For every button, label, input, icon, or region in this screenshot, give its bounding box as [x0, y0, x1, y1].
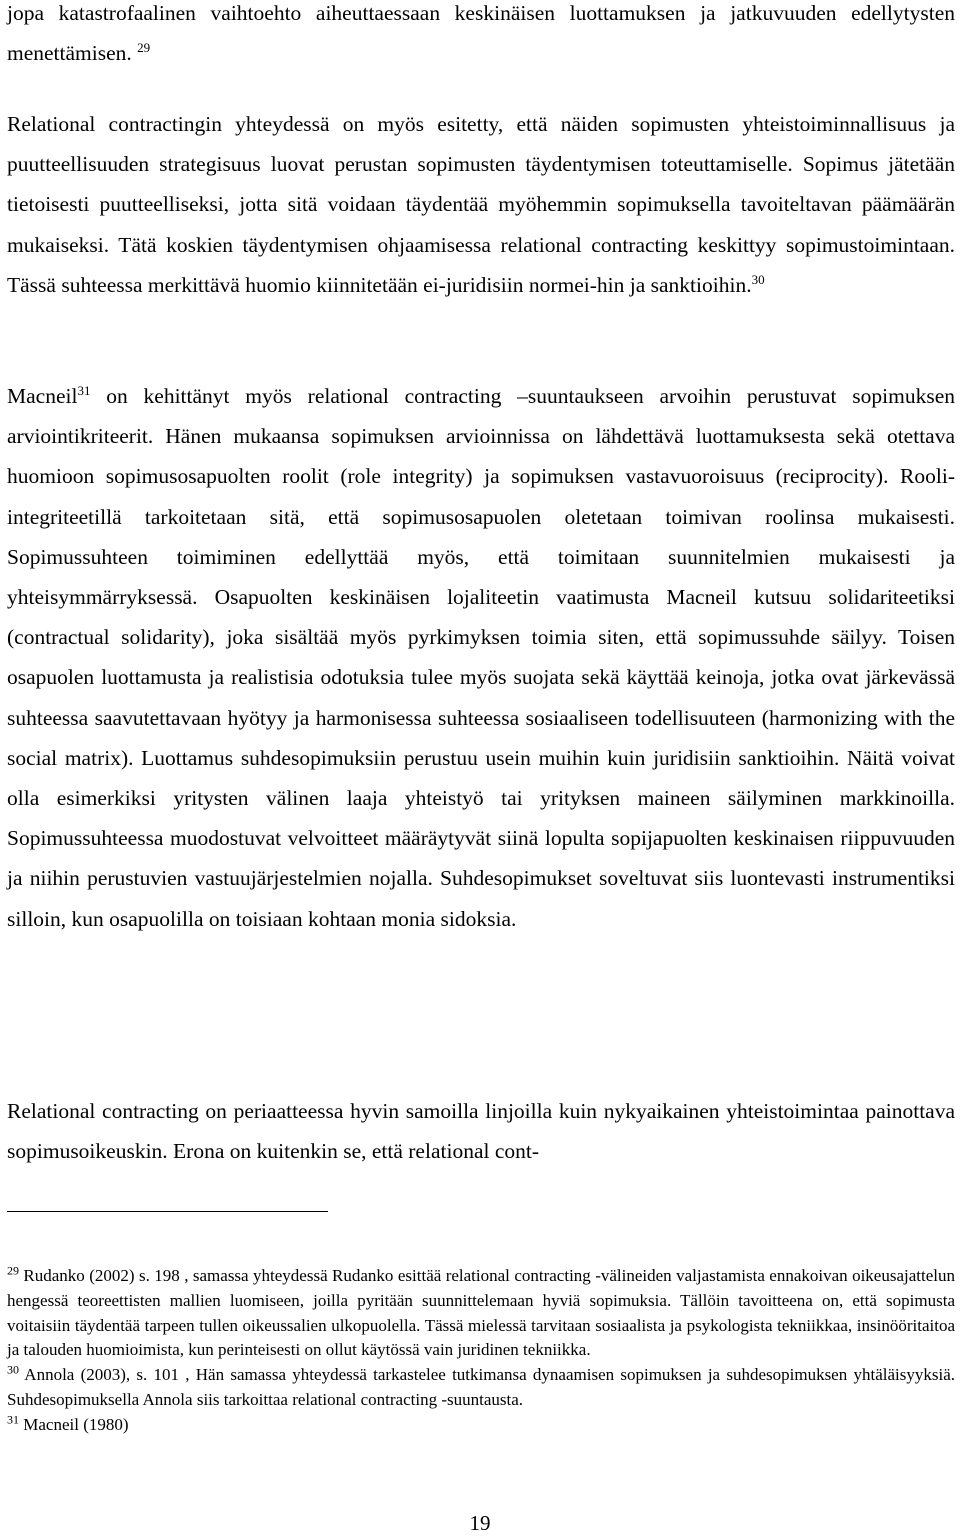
- footnote-30-text: Annola (2003), s. 101 , Hän samassa yhteydessä tarkastelee tutkimansa dynaamisen sopimuksen ja suhdesopimuksen yhtäläisyyksiä. Suhdesopimuksella Annola siis tarkoittaa relational contracting -suuntausta.: [7, 1365, 955, 1409]
- paragraph-1-text: Relational contractingin yhteydessä on myös esitetty, että näiden sopimusten yhteistoiminnallisuus ja puutteellisuuden strategisuus luovat perustan sopimusten täydentymisen toteuttamiselle. Sopimus jätetään tietoisesti puutteelliseksi, jotta sitä voidaan täydentää myöhemmin sopimuksella tavoiteltavan päämäärän mukaiseksi. Tätä koskien täydentymisen ohjaamisessa relational contracting keskittyy sopimustoimintaan. Tässä suhteessa merkittävä huomio kiinnitetään ei-juridisiin normei-hin ja sanktioihin.: [7, 112, 955, 297]
- paragraph-0: [7, 0, 955, 73]
- page-number: 19: [469, 1511, 491, 1535]
- footnote-ref-31[interactable]: 31: [77, 382, 91, 398]
- footnote-ref-29[interactable]: 29: [137, 40, 151, 56]
- footnotes: [7, 1264, 955, 1438]
- paragraph-2-text: on kehittänyt myös relational contracting –suuntaukseen arvoihin perustuvat sopimuksen arviointikriteerit. Hänen mukaansa sopimuksen arvioinnissa on lähdettävä luottamuksesta sekä otettava huomioon sopimusosapuolten roolit (role integrity) ja sopimuksen vastavuoroisuus (reciprocity). Rooli-integriteetillä tarkoitetaan sitä, että sopimusosapuolen oletetaan toimivan roolinsa mukaisesti. Sopimussuhteen toimiminen edellyttää myös, että toimitaan suunnitelmien mukaisesti ja yhteisymmärryksessä. Osapuolten keskinäisen lojaliteetin vaatimusta Macneil kutsuu solidariteetiksi (contractual solidarity), joka sisältää myös pyrkimyksen toimia siten, että sopimussuhde säilyy. Toisen osapuolen luottamusta ja realistisia odotuksia tulee myös suojata sekä käyttää keinoja, jotka ovat järkevässä suhteessa saavutettavaan hyötyy ja harmonisessa suhteessa sosiaaliseen todellisuuteen (harmonizing with the social matrix). Luottamus suhdesopimuksiin perustuu usein muihin kuin juridisiin sanktioihin. Näitä voivat olla esimerkiksi yritysten välinen laaja yhteistyö tai yrityksen maineen säilyminen markkinoilla. Sopimussuhteessa muodostuvat velvoitteet määräytyvät siinä lopulta sopijapuolten keskinaisen riippuvuuden ja niihin perustuvien vastuujärjestelmien nojalla. Suhdesopimukset soveltuvat siis luontevasti instrumentiksi silloin, kun osapuolilla on toisiaan kohtaan monia sidoksia.: [7, 384, 955, 931]
- footnote-29: [7, 1264, 955, 1363]
- footnote-ref-30[interactable]: 30: [751, 271, 765, 287]
- paragraph-2-lead: Macneil: [7, 384, 78, 408]
- paragraph-0-text: jopa katastrofaalinen vaihtoehto aiheuttaessaan keskinäisen luottamuksen ja jatkuvuuden edellytysten menettämisen.: [7, 1, 955, 66]
- footnote-31-number: 31: [7, 1412, 19, 1427]
- footnote-29-number: 29: [7, 1263, 19, 1278]
- footnote-31: [7, 1413, 955, 1438]
- footnote-31-text: Macneil (1980): [19, 1414, 129, 1434]
- footnote-29-text: Rudanko (2002) s. 198 , samassa yhteydessä Rudanko esittää relational contracting -välineiden valjastamista ennakoivan oikeusajattelun hengessä teoreettisten mallien luomiseen, joilla pyritään suunnittelemaan hyviä sopimuksia. Tällöin tavoitteena on, että sopimusta voitaisiin täydentää tarpeen tullen oikeussalien ulkopuolella. Tässä mielessä tarvitaan sosiaalista ja psykologista tekniikkaa, insinööritaitoa ja talouden huomioimista, kun perinteisesti on ollut käytössä vain juridinen tekniikka.: [7, 1266, 955, 1360]
- paragraph-3-text: Relational contracting on periaatteessa hyvin samoilla linjoilla kuin nykyaikainen yhteistoimintaa painottava sopimusoikeuskin. Erona on kuitenkin se, että relational cont-: [7, 1099, 955, 1164]
- footnote-30: [7, 1363, 955, 1413]
- paragraph-3: [7, 1091, 955, 1171]
- paragraph-1: [7, 104, 955, 305]
- footnote-30-number: 30: [7, 1362, 19, 1377]
- footnote-separator: [7, 1211, 328, 1212]
- paragraph-2: [7, 376, 955, 939]
